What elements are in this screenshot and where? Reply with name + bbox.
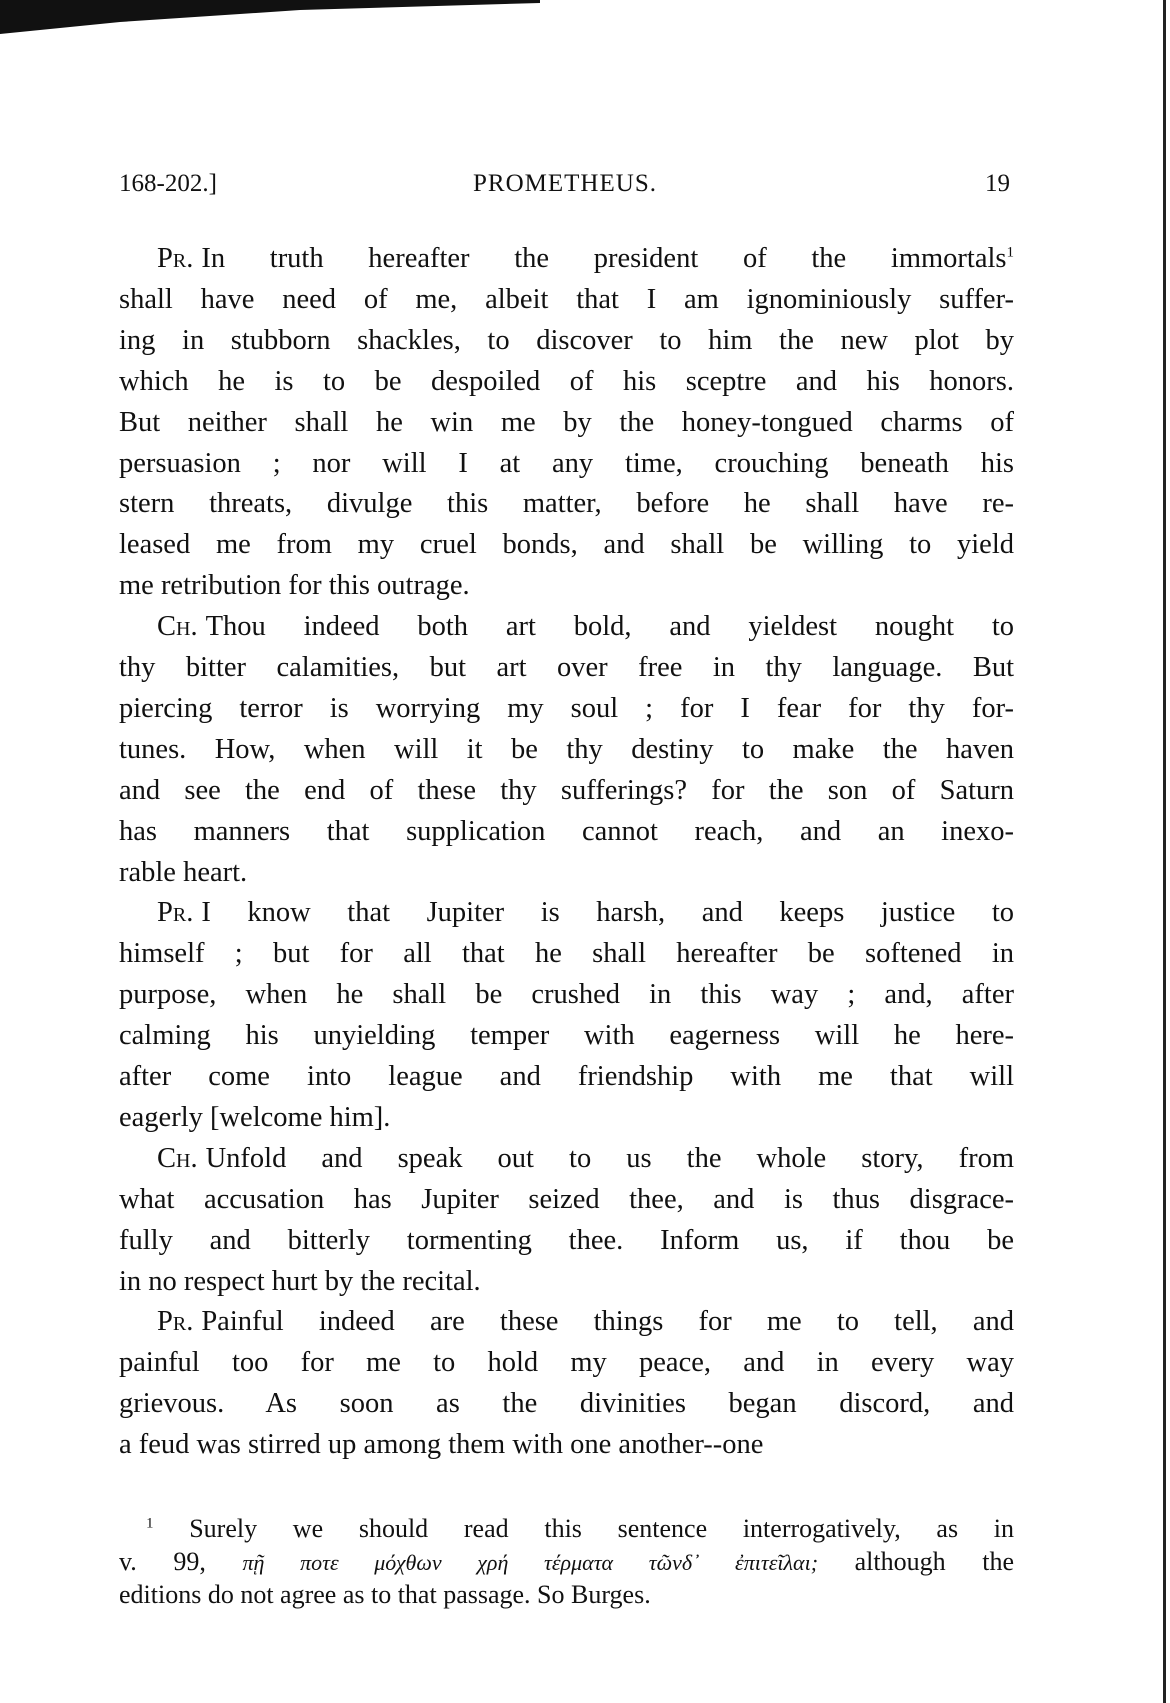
text-line	[119, 811, 1014, 852]
speaker-label: Ch.	[157, 1142, 198, 1174]
line-text: me retribution for this outrage.	[119, 570, 470, 602]
text-line	[119, 1383, 1014, 1424]
line-text: a feud was stirred up among them with one another--one	[119, 1429, 764, 1461]
text-line	[119, 852, 1014, 893]
text-line	[157, 1138, 1014, 1179]
text-line	[119, 402, 1014, 443]
text-line	[119, 688, 1014, 729]
speaker-label: Pr.	[157, 897, 194, 929]
line-text: calming his unyielding temper with eagerness will he here-	[119, 1020, 1014, 1052]
text-line	[119, 647, 1014, 688]
line-text: tunes. How, when will it be thy destiny to make the haven	[119, 733, 1014, 765]
line-text: has manners that supplication cannot reach, and an inexo-	[119, 815, 1014, 847]
text-line	[119, 1261, 1014, 1302]
text-line	[119, 729, 1014, 770]
text-line	[157, 892, 1014, 933]
line-text: Thou indeed both art bold, and yieldest nought to	[205, 611, 1014, 643]
footnote-text: Surely we should read this sentence interrogatively, as in	[189, 1514, 1015, 1543]
line-text: shall have need of me, albeit that I am ignominiously suffer-	[119, 283, 1014, 315]
line-text: which he is to be despoiled of his sceptre and his honors.	[119, 365, 1014, 397]
line-text: piercing terror is worrying my soul ; for I fear for thy for-	[119, 692, 1014, 724]
footnote-reference: 1	[1006, 244, 1014, 261]
text-line	[119, 1015, 1014, 1056]
text-line	[119, 1056, 1014, 1097]
text-line	[119, 565, 1014, 606]
line-text: grievous. As soon as the divinities began discord, and	[119, 1388, 1014, 1420]
line-text: persuasion ; nor will I at any time, crouching beneath his	[119, 447, 1014, 479]
footnote-line	[146, 1512, 1014, 1545]
speaker-label: Ch.	[157, 611, 198, 643]
line-text: Unfold and speak out to us the whole story, from	[205, 1142, 1014, 1174]
text-line	[119, 320, 1014, 361]
line-text: thy bitter calamities, but art over free in thy language. But	[119, 652, 1014, 683]
text-line	[119, 524, 1014, 565]
text-line	[119, 1424, 1014, 1465]
footnote-text: although the	[854, 1547, 1014, 1576]
text-line	[119, 933, 1014, 974]
line-text: purpose, when he shall be crushed in this way ; and, after	[119, 979, 1014, 1011]
footnote-line	[119, 1578, 1014, 1611]
text-line	[157, 238, 1014, 279]
line-text: In truth hereafter the president of the immortals	[201, 243, 1007, 274]
line-range: 168-202.]	[119, 170, 217, 197]
text-line	[119, 443, 1014, 484]
text-line	[119, 1179, 1014, 1220]
text-line	[119, 770, 1014, 811]
line-text: ing in stubborn shackles, to discover to him the new plot by	[119, 324, 1014, 356]
text-line	[119, 361, 1014, 402]
line-text: rable heart.	[119, 856, 248, 888]
footnote-text: editions do not agree as to that passage. So Burges.	[119, 1580, 651, 1609]
line-text: But neither shall he win me by the honey-tongued charms of	[119, 406, 1014, 438]
line-text: after come into league and friendship with me that will	[119, 1061, 1014, 1092]
line-text: fully and bitterly tormenting thee. Inform us, if thou be	[119, 1224, 1014, 1256]
line-text: Painful indeed are these things for me to tell, and	[201, 1306, 1014, 1338]
line-text: painful too for me to hold my peace, and in every way	[119, 1347, 1014, 1379]
text-line	[119, 1342, 1014, 1383]
scan-smear	[0, 0, 560, 40]
footnote-line	[119, 1545, 1014, 1579]
line-text: stern threats, divulge this matter, before he shall have re-	[119, 488, 1014, 520]
text-line	[119, 1220, 1014, 1261]
text-line	[157, 606, 1014, 647]
text-line	[157, 1301, 1014, 1342]
footnote-text: v. 99,	[119, 1547, 206, 1576]
line-text: and see the end of these thy sufferings? for the son of Saturn	[119, 774, 1014, 806]
line-text: what accusation has Jupiter seized thee, and is thus disgrace-	[119, 1183, 1014, 1215]
page-edge-line	[1163, 0, 1166, 1703]
line-text: eagerly [welcome him].	[119, 1101, 391, 1133]
line-text: in no respect hurt by the recital.	[119, 1265, 481, 1297]
page-number: 19	[985, 170, 1010, 197]
line-text: I know that Jupiter is harsh, and keeps justice to	[201, 897, 1014, 929]
text-line	[119, 483, 1014, 524]
speaker-label: Pr.	[157, 1306, 194, 1338]
text-line	[119, 1097, 1014, 1138]
line-text: himself ; but for all that he shall hereafter be softened in	[119, 938, 1014, 970]
text-line	[119, 279, 1014, 320]
line-text: leased me from my cruel bonds, and shall be willing to yield	[119, 529, 1014, 561]
greek-quotation: πῇ ποτε μόχθων χρή τέρματα τῶνδ᾽ ἐπιτεῖλαι;	[242, 1550, 819, 1575]
running-title: PROMETHEUS.	[473, 170, 657, 197]
footnote-marker: 1	[146, 1515, 154, 1532]
speaker-label: Pr.	[157, 243, 194, 274]
text-line	[119, 974, 1014, 1015]
